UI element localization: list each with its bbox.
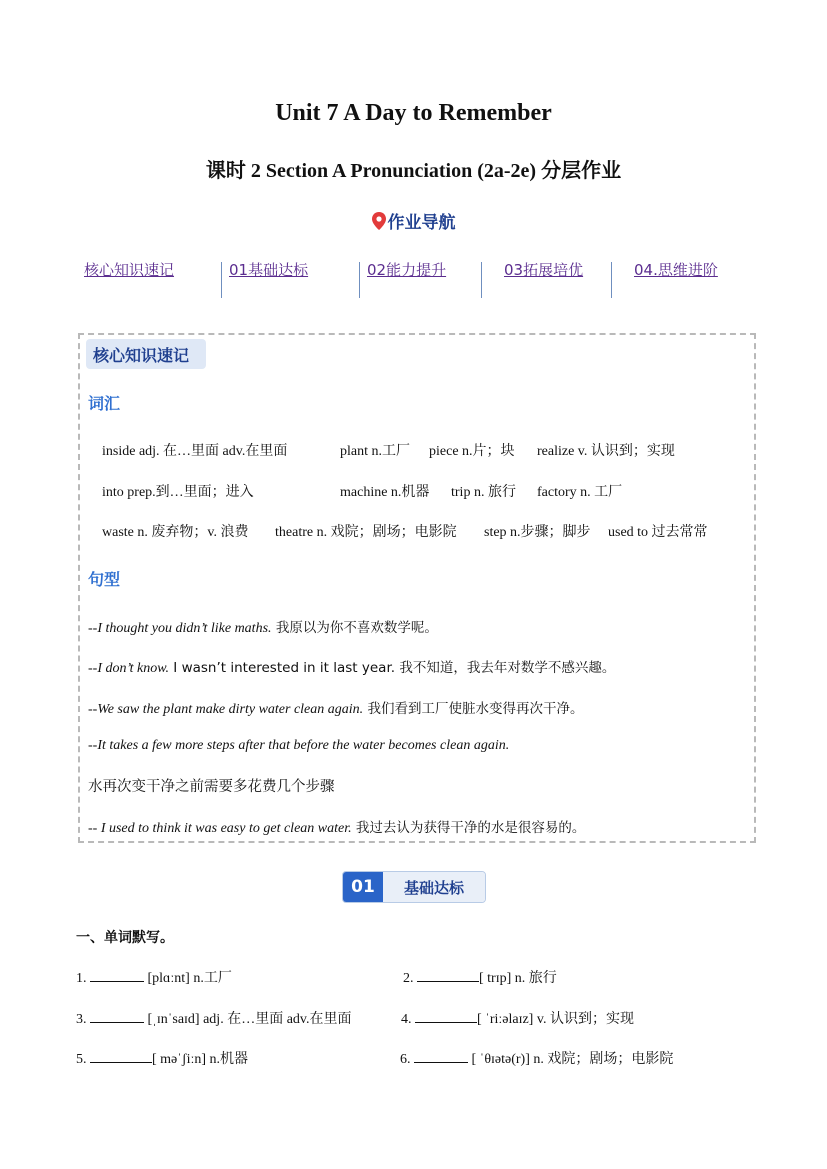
vocab-entry: waste n. 废弃物；v. 浪费 bbox=[102, 525, 249, 540]
vocab-entry: trip n. 旅行 bbox=[451, 485, 516, 500]
sentence-en: --I don’t know. bbox=[88, 661, 169, 676]
page-title: Unit 7 A Day to Remember bbox=[275, 100, 552, 126]
nav-divider bbox=[611, 262, 612, 298]
nav-divider bbox=[359, 262, 360, 298]
vocab-entry: into prep.到…里面；进入 bbox=[102, 485, 254, 500]
item-number: 6. bbox=[400, 1052, 411, 1067]
page-subtitle: 课时 2 Section A Pronunciation (2a-2e) 分层作业 bbox=[205, 160, 622, 182]
location-pin-icon bbox=[372, 212, 386, 230]
sentence-line bbox=[88, 697, 583, 718]
sentence-en: --We saw the plant make dirty water clean again. bbox=[88, 702, 364, 717]
vocab-heading: 词汇 bbox=[88, 394, 121, 413]
dictation-item bbox=[403, 967, 557, 987]
sentence-en: --It takes a few more steps after that before the water becomes clean again. bbox=[88, 738, 510, 753]
homework-nav bbox=[80, 259, 760, 299]
dictation-item bbox=[76, 1008, 352, 1028]
vocab-entry: theatre n. 戏院；剧场；电影院 bbox=[275, 525, 457, 540]
dictation-item bbox=[401, 1008, 634, 1028]
item-number: 1. bbox=[76, 971, 87, 986]
sentence-en: --I thought you didn’t like maths. bbox=[88, 621, 272, 636]
item-number: 2. bbox=[403, 971, 414, 986]
nav-link-thinking[interactable]: 04.思维进阶 bbox=[634, 261, 718, 279]
nav-link-core[interactable]: 核心知识速记 bbox=[84, 261, 175, 279]
vocab-entry: factory n. 工厂 bbox=[537, 485, 623, 500]
core-knowledge-box bbox=[78, 333, 756, 843]
item-number: 3. bbox=[76, 1012, 87, 1027]
sentence-cn: 我们看到工厂使脏水变得再次干净。 bbox=[363, 701, 584, 717]
item-hint: [ ˈriːəlaɪz] v. 认识到；实现 bbox=[477, 1012, 634, 1027]
vocab-entry: used to 过去常常 bbox=[608, 525, 708, 540]
item-number: 4. bbox=[401, 1012, 412, 1027]
vocab-entry: step n.步骤；脚步 bbox=[484, 525, 591, 540]
vocab-entry: plant n.工厂 bbox=[340, 444, 410, 459]
item-hint: [plɑːnt] n.工厂 bbox=[147, 971, 232, 986]
vocab-entry: machine n.机器 bbox=[340, 485, 430, 500]
sentence-line bbox=[88, 816, 585, 837]
item-hint: [ trɪp] n. 旅行 bbox=[479, 971, 557, 986]
question-heading: 一、单词默写。 bbox=[76, 930, 174, 946]
item-number: 5. bbox=[76, 1052, 87, 1067]
answer-blank[interactable] bbox=[90, 969, 144, 982]
badge-number: 01 bbox=[343, 872, 383, 902]
answer-blank[interactable] bbox=[417, 969, 479, 982]
sentence-cn: 我过去认为获得干净的水是很容易的。 bbox=[351, 820, 586, 836]
nav-divider bbox=[481, 262, 482, 298]
nav-divider bbox=[221, 262, 222, 298]
sentence-cn: 水再次变干净之前需要多花费几个步骤 bbox=[88, 779, 335, 795]
item-hint: [ˌɪnˈsaɪd] adj. 在…里面 adv.在里面 bbox=[147, 1012, 352, 1027]
nav-link-ability[interactable]: 02能力提升 bbox=[367, 261, 447, 279]
item-hint: [ məˈʃiːn] n.机器 bbox=[152, 1052, 249, 1067]
dictation-item bbox=[76, 967, 232, 987]
sentence-cn: I wasn’t interested in it last year. 我不知道，我去年对数学不感兴趣。 bbox=[169, 660, 616, 676]
nav-link-extension[interactable]: 03拓展培优 bbox=[504, 261, 584, 279]
vocab-entry: inside adj. 在…里面 adv.在里面 bbox=[102, 444, 288, 459]
sentence-cn: 我原以为你不喜欢数学呢。 bbox=[271, 620, 438, 636]
sentence-heading: 句型 bbox=[88, 570, 121, 589]
core-knowledge-title: 核心知识速记 bbox=[93, 346, 190, 365]
answer-blank[interactable] bbox=[415, 1010, 477, 1023]
item-hint: [ ˈθɪətə(r)] n. 戏院；剧场；电影院 bbox=[471, 1052, 674, 1067]
sentence-line bbox=[88, 616, 438, 637]
sentence-line bbox=[88, 656, 615, 677]
guide-label: 作业导航 bbox=[387, 213, 456, 233]
dictation-item bbox=[400, 1048, 673, 1068]
badge-label: 基础达标 bbox=[383, 872, 485, 902]
sentence-en: -- I used to think it was easy to get clean water. bbox=[88, 821, 352, 836]
vocab-entry: realize v. 认识到；实现 bbox=[537, 444, 675, 459]
answer-blank[interactable] bbox=[90, 1050, 152, 1063]
sentence-line bbox=[88, 737, 509, 754]
answer-blank[interactable] bbox=[90, 1010, 144, 1023]
dictation-item bbox=[76, 1048, 248, 1068]
homework-guide bbox=[0, 208, 827, 233]
nav-link-basic[interactable]: 01基础达标 bbox=[229, 261, 309, 279]
answer-blank[interactable] bbox=[414, 1050, 468, 1063]
vocab-entry: piece n.片；块 bbox=[429, 444, 515, 459]
sentence-line bbox=[88, 775, 335, 796]
section-badge-basic bbox=[342, 871, 486, 903]
